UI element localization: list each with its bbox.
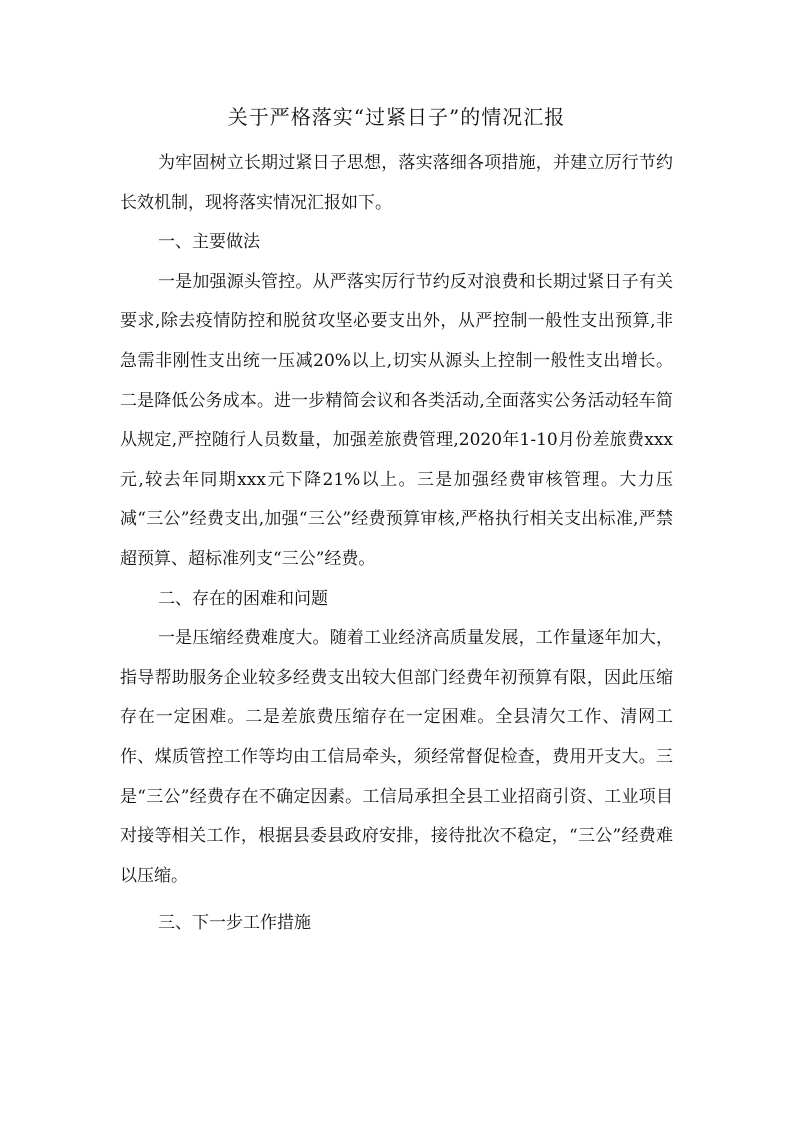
section-heading-main-practices: 一、主要做法 <box>158 232 260 253</box>
section-heading-difficulties: 二、存在的困难和问题 <box>158 588 328 609</box>
document-body <box>120 144 673 944</box>
document-title: 关于严格落实“过紧日子”的情况汇报 <box>227 105 566 129</box>
section-body-difficulties: 一是压缩经费难度大。随着工业经济高质量发展，工作量逐年加大，指导帮助服务企业较多经费支出较大但部门经费年初预算有限，因此压缩存在一定困难。二是差旅费压缩存在一定困难。全县清欠工作、清网工作、煤质管控工作等均由工信局牵头，须经常督促检查，费用开支大。三是“三公”经费存在不确定因素。工信局承担全县工业招商引资、工业项目对接等相关工作，根据县委县政府安排，接待批次不稳定，“三公”经费难以压缩。 <box>120 628 673 886</box>
section-body-main-practices: 一是加强源头管控。从严落实厉行节约反对浪费和长期过紧日子有关要求,除去疫情防控和脱贫攻坚必要支出外，从严控制一般性支出预算,非急需非刚性支出统一压减20%以上,切实从源头上控制一般性支出增长。二是降低公务成本。进一步精简会议和各类活动,全面落实公务活动轻车简从规定,严控随行人员数量，加强差旅费管理,2020年1-10月份差旅费xxx元,较去年同期xxx元下降21%以上。三是加强经费审核管理。大力压减“三公”经费支出,加强“三公”经费预算审核,严格执行相关支出标准,严禁超预算、超标准列支“三公”经费。 <box>120 271 673 569</box>
intro-paragraph: 为牢固树立长期过紧日子思想，落实落细各项措施，并建立厉行节约长效机制，现将落实情况汇报如下。 <box>120 153 673 213</box>
section-heading-next-steps: 三、下一步工作措施 <box>158 913 311 934</box>
